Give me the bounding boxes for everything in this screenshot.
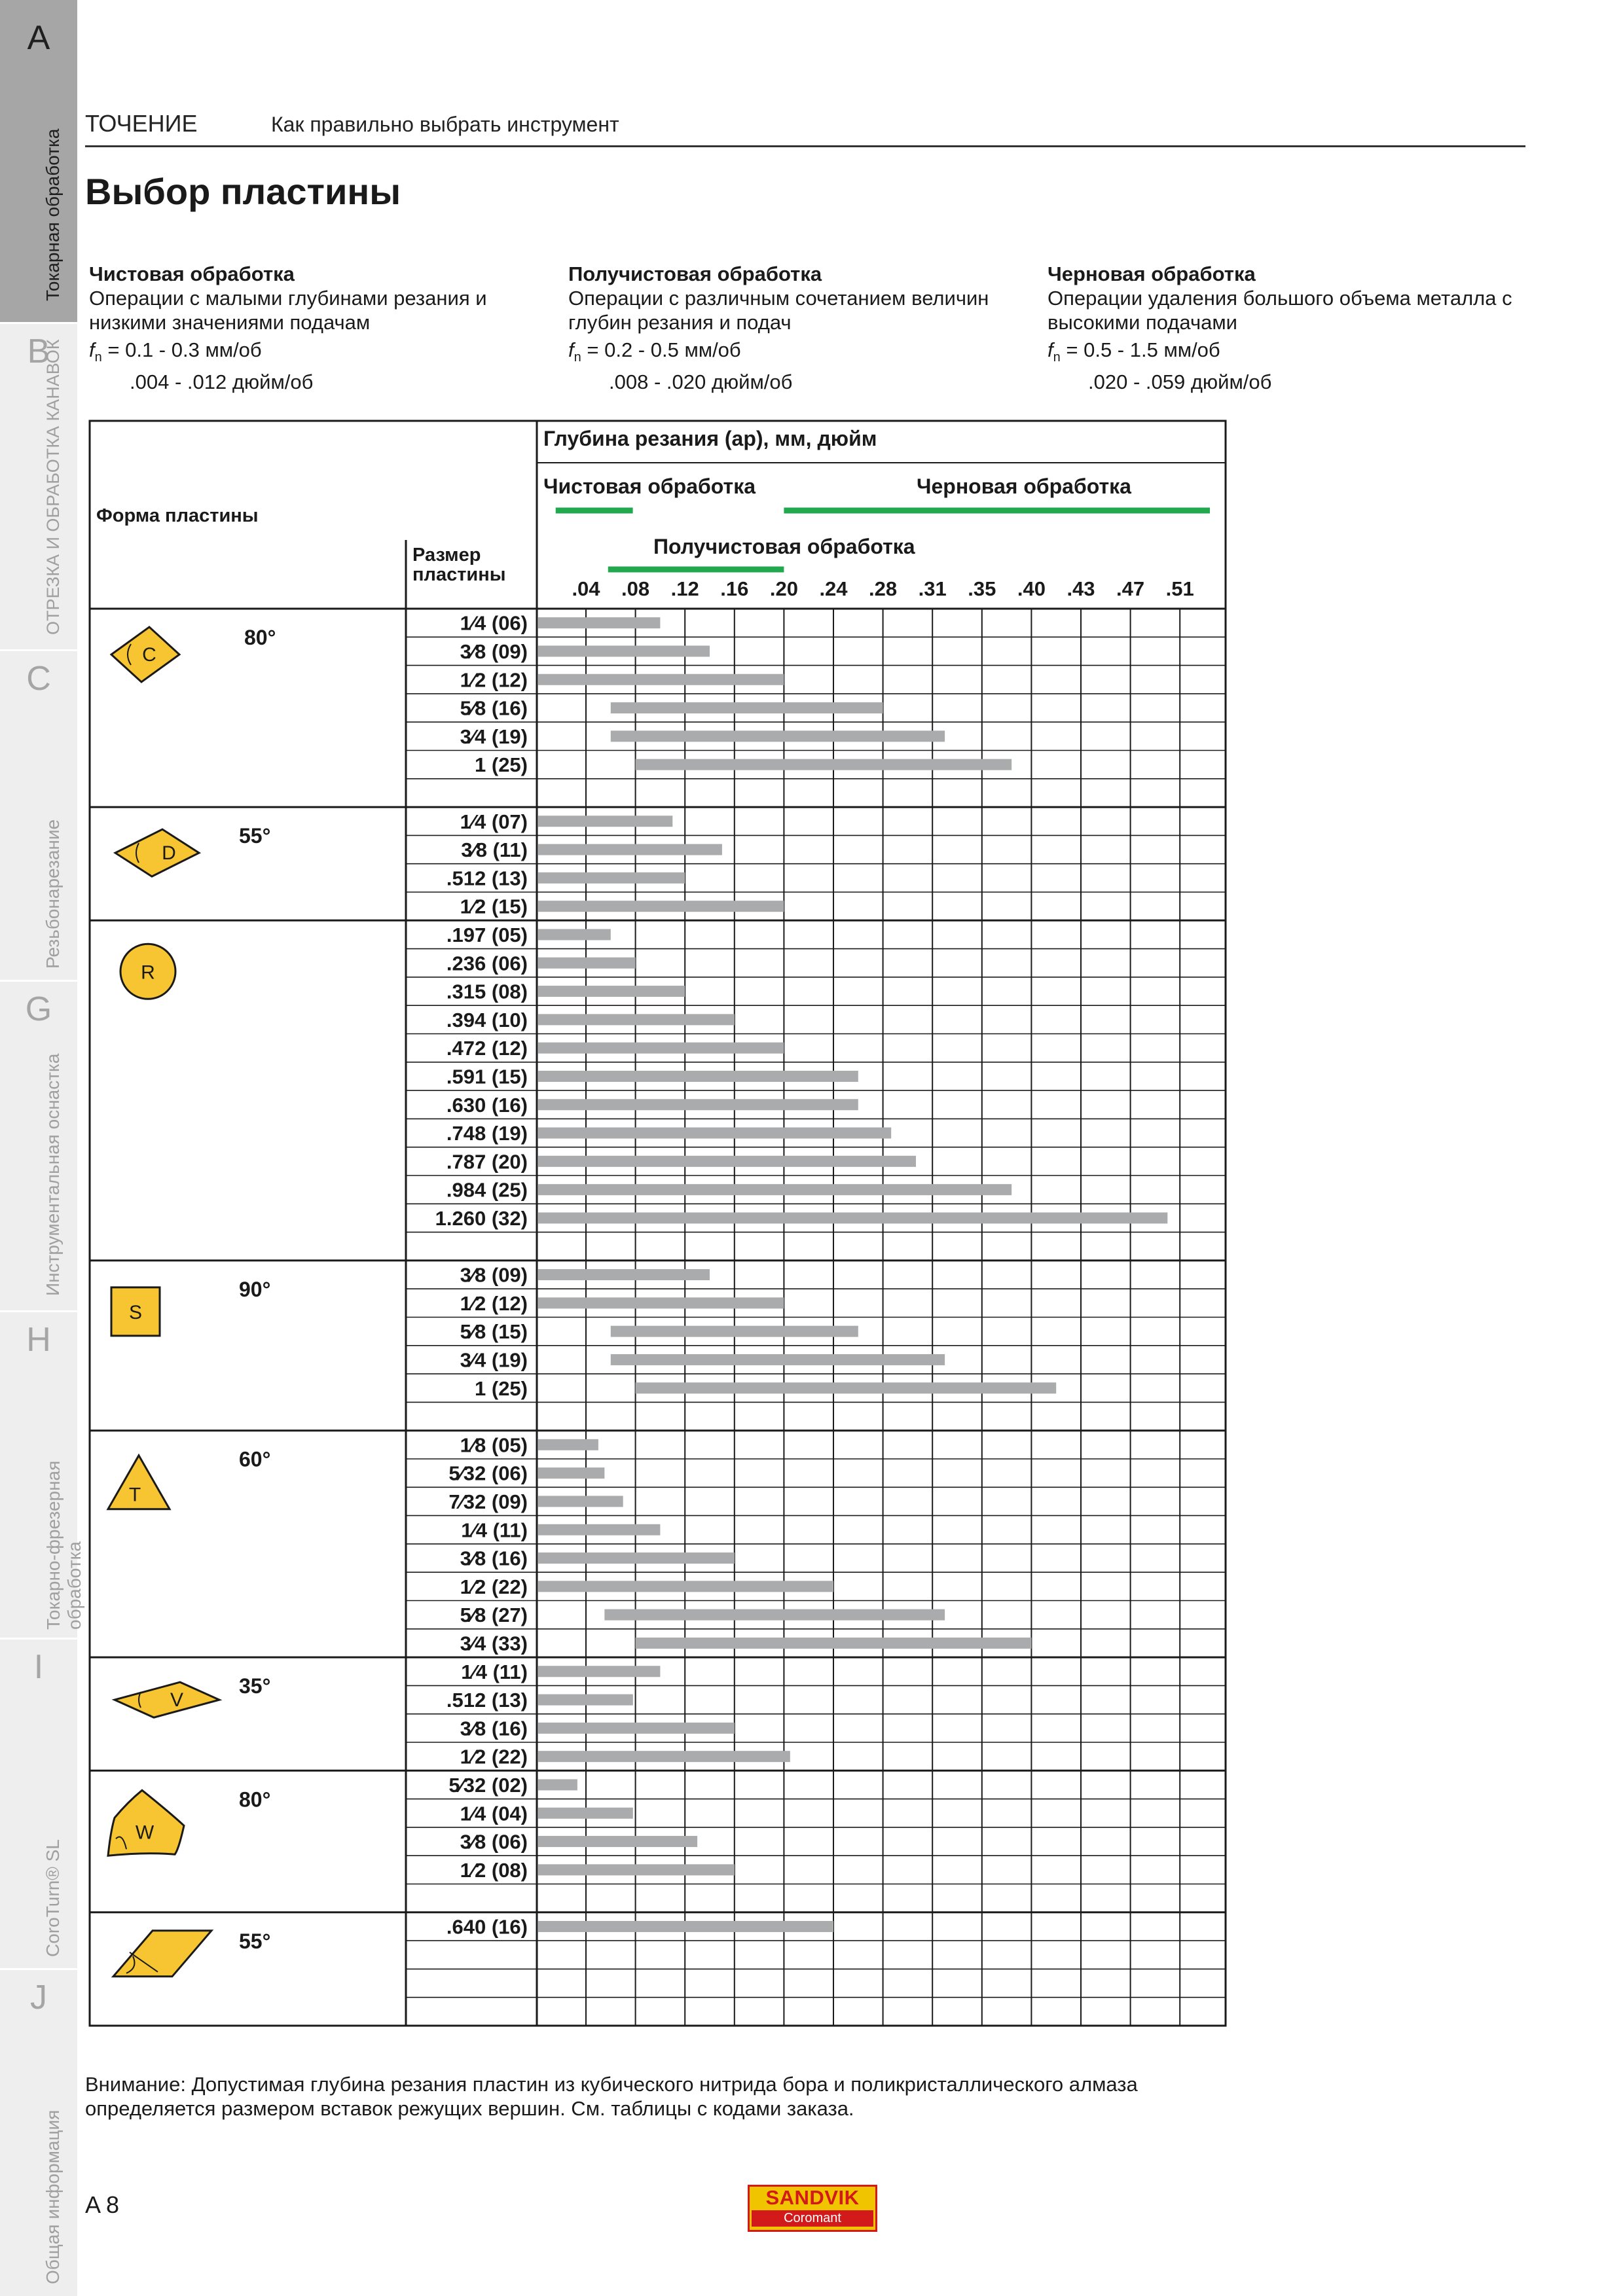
insert-size-label: 1⁄2 (15): [460, 895, 528, 918]
column-header-shape: Форма пластины: [96, 505, 259, 526]
depth-bar: [538, 1779, 577, 1790]
depth-bar: [636, 759, 1012, 770]
tab-letter: H: [26, 1321, 51, 1359]
insert-letter: V: [170, 1689, 184, 1712]
insert-letter: C: [142, 644, 156, 666]
x-tick-label: .04: [572, 577, 600, 600]
insert-size-label: .197 (05): [446, 923, 528, 946]
insert-size-label: 3⁄4 (19): [460, 1348, 528, 1372]
insert-letter: W: [135, 1821, 155, 1844]
insert-size-label: .640 (16): [446, 1915, 528, 1939]
insert-angle: 55°: [239, 1929, 271, 1953]
section-title: ТОЧЕНИЕ: [85, 110, 198, 137]
insert-letter: R: [141, 961, 155, 984]
finishing-title: Чистовая обработка: [89, 262, 295, 285]
roughing-range-label: Черновая обработка: [917, 475, 1131, 498]
insert-size-label: .394 (10): [446, 1008, 528, 1031]
roughing-feed-inch: .020 - .059 дюйм/об: [1088, 370, 1272, 394]
feed-mm: = 0.1 - 0.3 мм/об: [107, 338, 262, 361]
x-tick-label: .16: [720, 577, 749, 600]
insert-angle: 55°: [239, 824, 271, 848]
page-title: Выбор пластины: [85, 171, 401, 212]
insert-letter: T: [128, 1484, 141, 1506]
roughing-text: Операции удаления большого объема металла с высокими подачами: [1048, 287, 1512, 334]
tab-label: ОТРЕЗКА И ОБРАБОТКА КАНАВОК: [43, 339, 63, 635]
feed-symbol: f: [1048, 338, 1053, 361]
x-tick-label: .31: [918, 577, 947, 600]
tab-label: Токарно-фрезерная обработка: [43, 1460, 84, 1630]
medium-feed-inch: .008 - .020 дюйм/об: [609, 370, 793, 394]
page-number: A 8: [85, 2191, 120, 2218]
tab-letter: G: [25, 990, 52, 1028]
depth-bar: [538, 1808, 633, 1819]
depth-bar: [538, 1864, 735, 1875]
insert-size-label: 3⁄8 (16): [460, 1547, 528, 1570]
depth-bar: [538, 872, 685, 884]
depth-bar: [636, 1638, 1032, 1649]
depth-bar: [538, 1184, 1012, 1195]
feed-symbol: f: [568, 338, 574, 361]
insert-size-label: .315 (08): [446, 980, 528, 1003]
depth-bar: [538, 1128, 891, 1139]
x-tick-label: .40: [1017, 577, 1046, 600]
insert-angle: 80°: [244, 626, 276, 649]
insert-size-label: 1 (25): [475, 1376, 528, 1400]
depth-bar: [538, 1297, 784, 1308]
insert-shape-v-icon: [115, 1682, 219, 1717]
depth-bar: [538, 674, 784, 685]
insert-size-label: 1⁄2 (08): [460, 1858, 528, 1882]
insert-size-label: 3⁄4 (33): [460, 1632, 528, 1655]
insert-size-label: 3⁄8 (06): [460, 1830, 528, 1854]
insert-size-label: 5⁄8 (16): [460, 696, 528, 720]
depth-bar: [538, 645, 710, 656]
column-header-size: пластины: [412, 564, 506, 585]
x-tick-label: .12: [670, 577, 699, 600]
depth-bar: [538, 1496, 623, 1507]
depth-bar: [538, 1921, 833, 1932]
insert-size-label: .591 (15): [446, 1065, 528, 1088]
depth-bar: [611, 1326, 858, 1337]
insert-size-label: 3⁄4 (19): [460, 725, 528, 748]
depth-bar: [538, 1467, 604, 1479]
insert-size-label: 1⁄4 (06): [460, 611, 528, 635]
tab-letter: J: [30, 1979, 47, 2017]
insert-size-label: 3⁄8 (09): [460, 1263, 528, 1287]
insert-size-label: 1⁄2 (12): [460, 668, 528, 692]
tab-letter: C: [26, 660, 51, 698]
feed-subscript: n: [574, 350, 581, 365]
tab-label: Инструментальная оснастка: [43, 1053, 63, 1296]
insert-size-label: .472 (12): [446, 1037, 528, 1060]
medium-range-label: Получистовая обработка: [653, 535, 915, 558]
insert-size-label: 1⁄4 (04): [460, 1802, 528, 1825]
x-tick-label: .43: [1067, 577, 1095, 600]
depth-bar: [538, 816, 672, 827]
depth-bar: [538, 1043, 784, 1054]
x-tick-label: .35: [968, 577, 996, 600]
tab-label: Резьбонарезание: [43, 819, 63, 969]
depth-bar: [538, 1212, 1167, 1223]
medium-title: Получистовая обработка: [568, 262, 822, 285]
depth-bar: [538, 1836, 697, 1847]
depth-bar: [611, 730, 945, 742]
feed-symbol: f: [89, 338, 95, 361]
depth-bar: [538, 1439, 598, 1450]
insert-size-label: .512 (13): [446, 1689, 528, 1712]
depth-bar: [538, 1552, 735, 1564]
tab-label: CoroTurn® SL: [43, 1839, 63, 1957]
x-tick-label: .08: [621, 577, 650, 600]
tab-label: Токарная обработка: [43, 128, 63, 301]
depth-bar: [538, 986, 685, 997]
x-tick-label: .51: [1165, 577, 1194, 600]
insert-letter: S: [128, 1301, 143, 1323]
chart-title: Глубина резания (ap), мм, дюйм: [543, 427, 877, 450]
feed-subscript: n: [94, 350, 102, 365]
logo-sub: Coromant: [752, 2210, 873, 2227]
medium-text: Операции с различным сочетанием величин глубин резания и подач: [568, 287, 989, 334]
depth-bar: [538, 1014, 735, 1025]
insert-size-label: 1⁄2 (22): [460, 1745, 528, 1768]
depth-bar: [636, 1382, 1057, 1393]
column-header-size: Размер: [412, 545, 481, 565]
insert-size-label: 5⁄8 (27): [460, 1604, 528, 1627]
depth-bar: [538, 1071, 858, 1082]
roughing-title: Черновая обработка: [1048, 262, 1256, 285]
insert-size-label: .236 (06): [446, 952, 528, 975]
depth-bar: [604, 1609, 945, 1621]
depth-bar: [538, 1581, 833, 1592]
insert-size-label: .984 (25): [446, 1178, 528, 1202]
x-tick-label: .28: [869, 577, 898, 600]
insert-size-label: 1⁄2 (22): [460, 1575, 528, 1598]
insert-size-label: 5⁄32 (06): [448, 1462, 528, 1485]
depth-bar: [538, 1723, 735, 1734]
insert-size-label: 7⁄32 (09): [448, 1490, 528, 1513]
insert-size-label: 1.260 (32): [435, 1206, 528, 1230]
x-tick-label: .20: [769, 577, 798, 600]
insert-size-label: 1⁄2 (12): [460, 1291, 528, 1315]
feed-subscript: n: [1053, 350, 1061, 365]
feed-mm: = 0.5 - 1.5 мм/об: [1066, 338, 1220, 361]
finishing-text: Операции с малыми глубинами резания и низкими значениями подачам: [89, 287, 487, 334]
insert-size-label: .748 (19): [446, 1122, 528, 1145]
insert-size-label: 1⁄4 (07): [460, 810, 528, 833]
tab-label: Общая информация: [43, 2109, 63, 2284]
finishing-feed-inch: .004 - .012 дюйм/об: [130, 370, 314, 394]
insert-angle: 60°: [239, 1447, 271, 1471]
insert-size-label: .787 (20): [446, 1150, 528, 1174]
insert-size-label: 1 (25): [475, 753, 528, 777]
tab-letter: A: [27, 19, 50, 57]
insert-angle: 80°: [239, 1787, 271, 1812]
insert-angle: 35°: [239, 1674, 271, 1698]
insert-size-label: .630 (16): [446, 1093, 528, 1117]
x-tick-label: .47: [1116, 577, 1145, 600]
logo-brand: SANDVIK: [765, 2186, 860, 2209]
depth-bar: [538, 617, 660, 628]
insert-letter: D: [162, 842, 176, 865]
insert-angle: 90°: [239, 1277, 271, 1301]
insert-shape-d-icon: [115, 829, 199, 876]
insert-size-label: 5⁄32 (02): [448, 1773, 528, 1797]
depth-bar: [538, 1269, 710, 1280]
tab-letter: B: [27, 332, 50, 370]
insert-size-label: 5⁄8 (15): [460, 1320, 528, 1344]
depth-bar: [538, 1156, 916, 1167]
depth-bar: [538, 901, 784, 912]
section-subtitle: Как правильно выбрать инструмент: [271, 113, 619, 136]
footnote: Внимание: Допустимая глубина резания пластин из кубического нитрида бора и поликристаллического алмаза определяется размером вставок режущих вершин. См. таблицы с кодами заказа.: [85, 2073, 1138, 2120]
depth-bar: [611, 702, 883, 713]
depth-bar: [538, 1099, 858, 1110]
insert-size-label: 3⁄8 (16): [460, 1717, 528, 1740]
depth-bar: [538, 1695, 633, 1706]
depth-bar: [538, 844, 722, 855]
insert-size-label: 1⁄4 (11): [461, 1660, 528, 1683]
depth-bar: [538, 1666, 660, 1677]
insert-shape-k-icon: [113, 1931, 211, 1977]
depth-bar: [538, 1524, 660, 1535]
insert-size-label: .512 (13): [446, 867, 528, 890]
insert-size-label: 3⁄8 (09): [460, 639, 528, 663]
feed-mm: = 0.2 - 0.5 мм/об: [587, 338, 741, 361]
x-tick-label: .24: [819, 577, 848, 600]
insert-size-label: 1⁄4 (11): [461, 1518, 528, 1542]
tab-letter: I: [33, 1648, 44, 1686]
depth-bar: [538, 958, 636, 969]
depth-bar: [538, 1751, 790, 1762]
sandvik-logo: [748, 2185, 877, 2232]
depth-bar: [538, 929, 611, 940]
insert-size-label: 1⁄8 (05): [460, 1433, 528, 1457]
insert-size-label: 3⁄8 (11): [461, 838, 528, 862]
depth-bar: [611, 1354, 945, 1365]
finishing-range-label: Чистовая обработка: [543, 475, 756, 498]
